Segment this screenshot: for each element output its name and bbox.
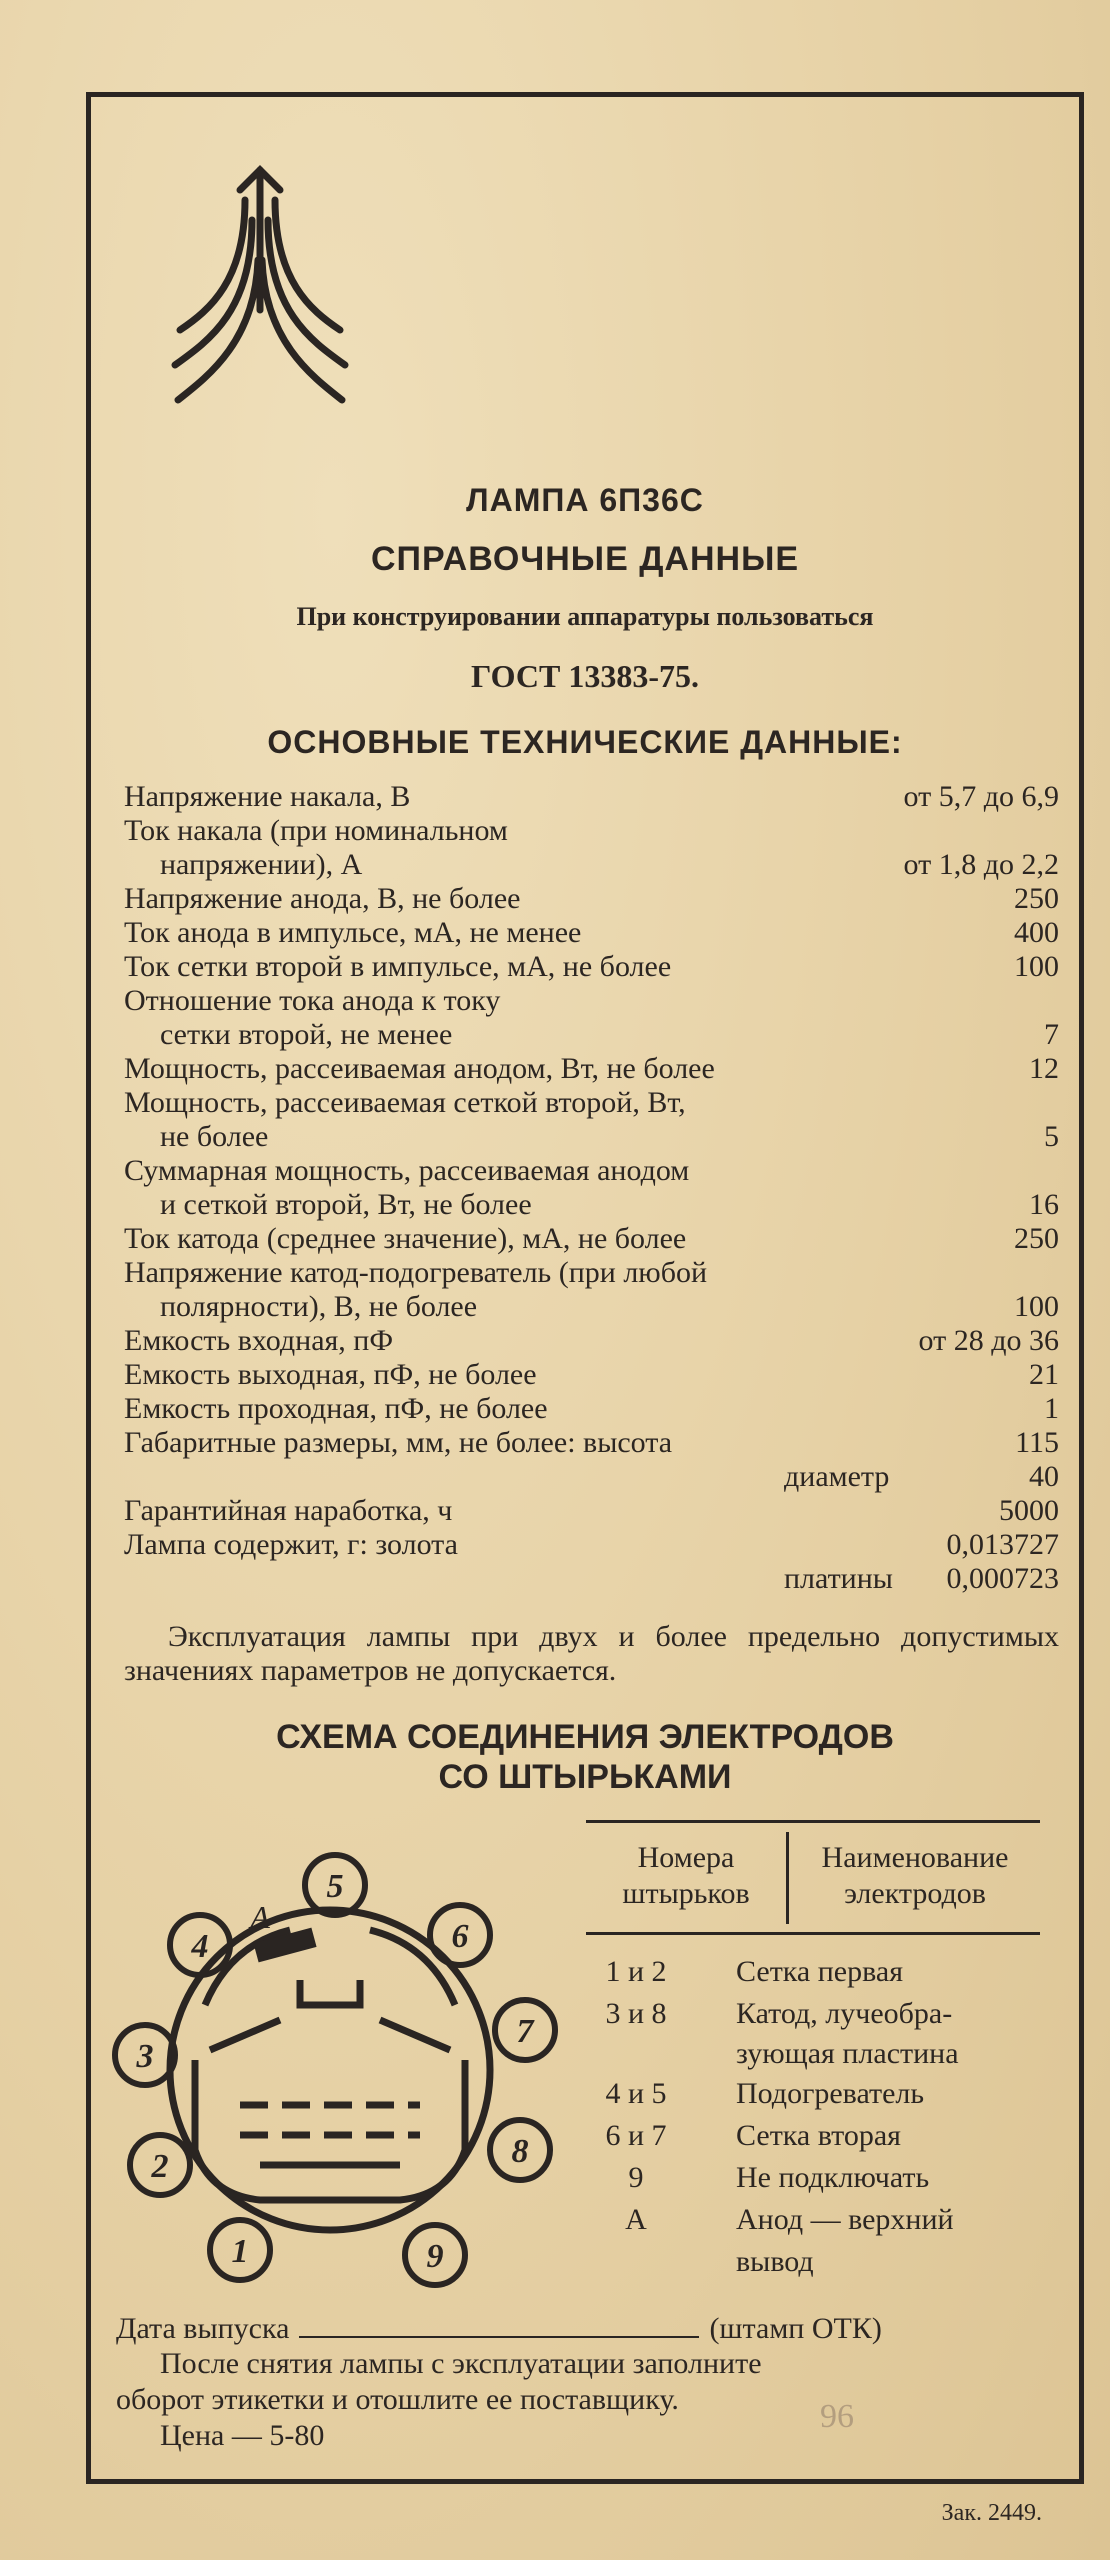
parameter-sublabel: диаметр [784, 1460, 890, 1493]
pin-2-label: 2 [151, 2148, 169, 2185]
parameter-row [124, 848, 1059, 882]
pin-number: 6 и 7 [605, 2119, 667, 2152]
parameter-value: 115 [1015, 1426, 1059, 1459]
parameter-label: Емкость выходная, пФ, не более [124, 1358, 537, 1391]
parameter-value: 16 [1029, 1188, 1059, 1221]
electrode-name: вывод [736, 2245, 814, 2278]
pin-6-label: 6 [451, 1918, 469, 1955]
schema-title-line1: СХЕМА СОЕДИНЕНИЯ ЭЛЕКТРОДОВ [276, 1718, 894, 1756]
parameter-row [124, 1426, 1059, 1460]
parameter-row [124, 1222, 1059, 1256]
pin-1-label: 1 [231, 2233, 249, 2270]
parameter-value: 21 [1029, 1358, 1059, 1391]
release-date-line [116, 2310, 1060, 2346]
parameter-value: 100 [1014, 950, 1059, 983]
release-date-blank [299, 2310, 699, 2338]
parameter-row [124, 882, 1059, 916]
schema-title-line2: СО ШТЫРЬКАМИ [438, 1758, 732, 1796]
parameter-row [124, 1290, 1059, 1324]
pin-connection-diagram [100, 1830, 560, 2300]
release-date-label: Дата выпуска [116, 2312, 290, 2345]
parameter-label: Гарантийная наработка, ч [124, 1494, 453, 1527]
parameter-row [124, 1494, 1059, 1528]
stamp-label: (штамп ОТК) [709, 2312, 882, 2345]
parameter-value: 250 [1014, 1222, 1059, 1255]
pin-7-label: 7 [516, 2013, 534, 2050]
lamp-title: ЛАМПА 6П36С [466, 482, 704, 518]
price: Цена — 5-80 [160, 2419, 325, 2452]
parameter-value: 250 [1014, 882, 1059, 915]
gost-reference: ГОСТ 13383-75. [471, 658, 699, 694]
parameter-row [124, 1188, 1059, 1222]
parameter-row [124, 814, 1059, 848]
pin-9-label: 9 [426, 2238, 444, 2275]
pin-number: 9 [628, 2161, 644, 2194]
parameter-row [124, 950, 1059, 984]
parameter-value: 400 [1014, 916, 1059, 949]
parameter-value: от 1,8 до 2,2 [903, 848, 1059, 881]
parameter-row [124, 1528, 1059, 1562]
electrode-name: Анод — верхний [736, 2203, 954, 2236]
parameter-label: Ток накала (при номинальном [124, 814, 508, 847]
parameter-sublabel: платины [784, 1562, 893, 1595]
parameter-row [124, 916, 1059, 950]
parameter-value: 5000 [999, 1494, 1059, 1527]
parameter-row [124, 780, 1059, 814]
operation-warning: Эксплуатация лампы при двух и более предельно допустимых значениях параметров не допускается. [124, 1620, 1059, 1687]
table-header-rule [586, 1932, 1040, 1935]
parameter-row [124, 1154, 1059, 1188]
parameter-value: 12 [1029, 1052, 1059, 1085]
parameter-row [124, 1052, 1059, 1086]
pin-4-label: 4 [191, 1928, 209, 1965]
parameter-label: напряжении), А [160, 848, 363, 881]
parameter-label: Ток сетки второй в импульсе, мА, не более [124, 950, 672, 983]
parameter-value: от 28 до 36 [918, 1324, 1059, 1357]
parameter-row [124, 1324, 1059, 1358]
electrode-name: Подогреватель [736, 2077, 925, 2110]
parameter-value: 1 [1044, 1392, 1059, 1425]
parameter-label: не более [160, 1120, 269, 1153]
parameter-row [124, 1120, 1059, 1154]
table-column-divider [786, 1832, 789, 1924]
parameter-label: Отношение тока анода к току [124, 984, 501, 1017]
faded-stamp: 96 [820, 2398, 854, 2435]
parameter-label: Ток анода в импульсе, мА, не менее [124, 916, 582, 949]
parameter-row [124, 1460, 1059, 1494]
pin-3-label: 3 [136, 2038, 154, 2075]
pin-number: 1 и 2 [605, 1955, 667, 1988]
parameter-row [124, 1018, 1059, 1052]
parameter-row [124, 1358, 1059, 1392]
technical-data-heading: ОСНОВНЫЕ ТЕХНИЧЕСКИЕ ДАННЫЕ: [267, 724, 903, 760]
parameter-label: Суммарная мощность, рассеиваемая анодом [124, 1154, 690, 1187]
return-note-1: После снятия лампы с эксплуатации заполните [160, 2347, 762, 2380]
parameter-label: Габаритные размеры, мм, не более: высота [124, 1426, 673, 1459]
anode-label: А [250, 1899, 270, 1935]
parameter-value: 5 [1044, 1120, 1059, 1153]
parameter-label: Напряжение анода, В, не более [124, 882, 521, 915]
pin-number: А [625, 2203, 647, 2236]
parameter-label: полярности), В, не более [160, 1290, 478, 1323]
pin-5-label: 5 [326, 1868, 344, 1905]
parameter-value: 0,000723 [946, 1562, 1059, 1595]
parameter-value: 40 [1029, 1460, 1059, 1493]
parameter-value: 7 [1044, 1018, 1059, 1051]
parameter-value: 100 [1014, 1290, 1059, 1323]
parameter-label: сетки второй, не менее [160, 1018, 453, 1051]
order-number: Зак. 2449. [941, 2500, 1042, 2526]
parameter-label: Напряжение накала, В [124, 780, 411, 813]
parameter-label: Мощность, рассеиваемая сеткой второй, Вт, [124, 1086, 686, 1119]
parameter-label: Напряжение катод-подогреватель (при любой [124, 1256, 708, 1289]
parameter-label: и сеткой второй, Вт, не более [160, 1188, 532, 1221]
electrode-name: Не подключать [736, 2161, 930, 2194]
parameter-label: Емкость входная, пФ [124, 1324, 394, 1357]
parameter-label: Ток катода (среднее значение), мА, не более [124, 1222, 687, 1255]
parameter-label: Лампа содержит, г: золота [124, 1528, 458, 1561]
parameter-label: Емкость проходная, пФ, не более [124, 1392, 548, 1425]
parameter-label: Мощность, рассеиваемая анодом, Вт, не более [124, 1052, 715, 1085]
parameter-row [124, 984, 1059, 1018]
parameter-value: 0,013727 [946, 1528, 1059, 1561]
parameter-value: от 5,7 до 6,9 [903, 780, 1059, 813]
col-electrode-names: Наименование электродов [821, 1841, 1009, 1910]
parameter-row [124, 1392, 1059, 1426]
manufacturer-logo-icon [170, 160, 350, 440]
parameter-row [124, 1562, 1059, 1596]
parameter-row [124, 1086, 1059, 1120]
pin-number: 4 и 5 [605, 2077, 667, 2110]
pin-number: 3 и 8 [605, 1997, 667, 2030]
electrode-name: Сетка вторая [736, 2119, 901, 2152]
reference-data-heading: СПРАВОЧНЫЕ ДАННЫЕ [370, 540, 800, 578]
parameters-list [124, 780, 1059, 1596]
parameter-row [124, 1256, 1059, 1290]
col-pin-numbers: Номера штырьков [622, 1841, 750, 1910]
table-top-rule [586, 1820, 1040, 1823]
electrode-name: зующая пластина [736, 2037, 959, 2070]
design-note: При конструировании аппаратуры пользоваться [296, 602, 874, 631]
pin-8-label: 8 [511, 2133, 529, 2170]
return-note-2: оборот этикетки и отошлите ее поставщику. [116, 2383, 679, 2416]
electrode-name: Катод, лучеобра- [736, 1997, 953, 2030]
electrode-name: Сетка первая [736, 1955, 903, 1988]
